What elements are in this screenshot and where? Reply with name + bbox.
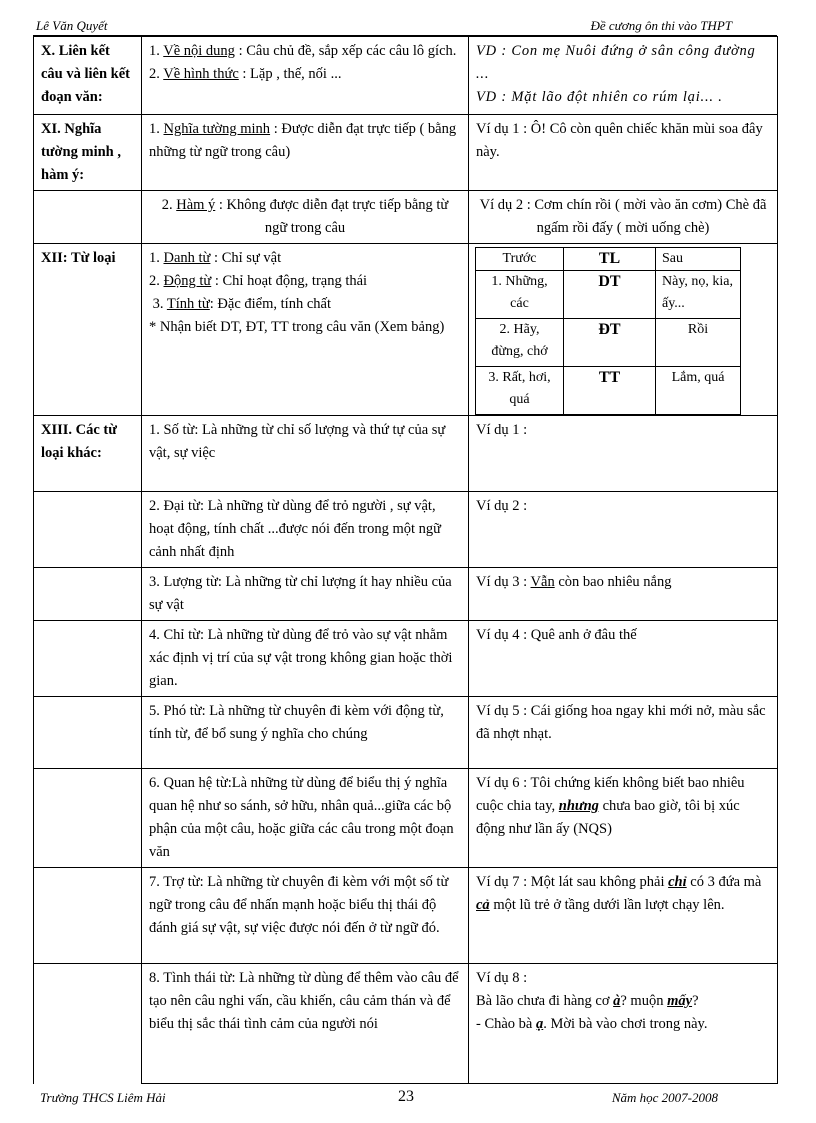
- explicit-example: Ví dụ 1 : Ô! Cô còn quên chiếc khăn mùi soa đây này.: [469, 115, 778, 191]
- verb-item: [149, 270, 461, 293]
- example-text: Ví dụ 3 :: [476, 574, 531, 590]
- title-spacer: [34, 621, 142, 697]
- example-text: . Mời bà vào chơi trong này.: [543, 1016, 708, 1032]
- word-class-row: [476, 367, 741, 415]
- section-x-item-1: 1. Về nội dung : Câu chủ đề, sắp xếp các câu lô gích.: [149, 43, 457, 59]
- section-xiii-row: [34, 868, 778, 964]
- section-x-title: X. Liên kết câu và liên kết đoạn văn:: [34, 37, 142, 115]
- example-emphasis: mấy: [667, 993, 693, 1009]
- adjective-label: Tính từ: [166, 296, 210, 312]
- content-label: Về nội dung: [163, 43, 235, 59]
- example-2: VD : Mặt lão đột nhiên co rúm lại... .: [476, 89, 723, 105]
- title-spacer: [34, 964, 142, 1084]
- implied-example: Ví dụ 2 : Cơm chín rồi ( mời vào ăn cơm) Chè đã ngấm rồi đấy ( mời uống chè): [469, 191, 778, 244]
- word-class: ĐT: [564, 319, 656, 367]
- section-xiii-row: [34, 568, 778, 621]
- explicit-meaning: 1. Nghĩa tường minh : Được diễn đạt trực tiếp ( bằng những từ ngữ trong câu): [142, 115, 469, 191]
- page-number: 23: [398, 1088, 414, 1105]
- head-before: Trước: [476, 248, 564, 271]
- word-type-definition: 3. Lượng từ: Là những từ chỉ lượng ít hay nhiều của sự vật: [142, 568, 469, 621]
- title-spacer: [34, 868, 142, 964]
- example-text: chưa bao giờ, tôi bị xúc động như lần ấy (NQS): [476, 798, 740, 837]
- example-text: Bà lão chưa đi hàng cơ: [476, 993, 614, 1009]
- after-words: Này, nọ, kia, ấy...: [656, 271, 741, 319]
- example-emphasis: cả: [476, 897, 490, 913]
- noun-item: [149, 247, 461, 270]
- identify-note: * Nhận biết DT, ĐT, TT trong câu văn (Xem bảng): [149, 319, 445, 335]
- title-spacer: [34, 697, 142, 769]
- word-type-definition: 1. Số từ: Là những từ chỉ số lượng và thứ tự của sự vật, sự việc: [142, 416, 469, 492]
- word-class-head: [476, 248, 741, 271]
- word-type-definition: 5. Phó từ: Là những từ chuyên đi kèm với động từ, tính từ, để bổ sung ý nghĩa cho chúng: [142, 697, 469, 769]
- explicit-text: : Được diễn đạt trực tiếp ( bằng những từ ngữ trong câu): [149, 121, 457, 160]
- header-title: Đề cương ôn thi vào THPT: [590, 18, 732, 33]
- section-xiii-row: [34, 697, 778, 769]
- word-type-example: [469, 568, 778, 621]
- example-line: [476, 1013, 770, 1036]
- section-xiii-row: [34, 621, 778, 697]
- explicit-label: Nghĩa tường minh: [163, 121, 271, 137]
- word-type-example: Ví dụ 2 :: [469, 492, 778, 568]
- word-type-definition: 8. Tình thái từ: Là những từ dùng để thêm vào câu để tạo nên câu nghi vấn, cầu khiến, câu cảm thán và để biểu thị sắc thái tình cảm của người nói: [142, 964, 469, 1084]
- content-table: [33, 36, 778, 1084]
- word-type-example: [469, 964, 778, 1084]
- implied-meaning: 2. Hàm ý : Không được diễn đạt trực tiếp bằng từ ngữ trong câu: [142, 191, 469, 244]
- header-author: Lê Văn Quyết: [36, 18, 108, 33]
- section-xii-row: [34, 244, 778, 416]
- title-spacer: [34, 492, 142, 568]
- section-xiii-row: [34, 964, 778, 1084]
- word-type-example: [469, 868, 778, 964]
- word-class: DT: [564, 271, 656, 319]
- word-type-definition: 7. Trợ từ: Là những từ chuyên đi kèm với một số từ ngữ trong câu để nhấn mạnh hoặc biểu thị thái độ đánh giá sự vật, sự việc được nói đến ở từ ngữ đó.: [142, 868, 469, 964]
- after-words: Rồi: [656, 319, 741, 367]
- after-words: Lắm, quá: [656, 367, 741, 415]
- adjective-index: 3.: [149, 296, 167, 312]
- example-emphasis: ạ: [536, 1016, 544, 1032]
- example-emphasis: à: [613, 993, 621, 1009]
- footer-school: Trường THCS Liêm Hải: [40, 1090, 166, 1105]
- section-xiii-row: [34, 769, 778, 868]
- example-text: Ví dụ 7 : Một lát sau không phải: [476, 874, 669, 890]
- word-type-example: Ví dụ 5 : Cái giống hoa ngay khi mới nở, màu sắc đã nhợt nhạt.: [469, 697, 778, 769]
- section-xii-title: XII: Từ loại: [34, 244, 142, 416]
- example-emphasis: chỉ: [668, 874, 687, 890]
- word-type-example: Ví dụ 1 :: [469, 416, 778, 492]
- noun-index: 1.: [149, 250, 164, 266]
- word-type-definition: 2. Đại từ: Là những từ dùng để trỏ người , sự vật, hoạt động, tính chất ...được nói đến trong một ngữ cảnh nhất định: [142, 492, 469, 568]
- content-text: : Câu chủ đề, sắp xếp các câu lô gích.: [234, 43, 457, 59]
- footer-school-year: Năm học 2007-2008: [611, 1090, 718, 1105]
- section-x-row: [34, 37, 778, 115]
- word-class-row: [476, 319, 741, 367]
- example-text: ?: [692, 993, 699, 1009]
- empty-cell: [34, 191, 142, 244]
- before-words: 2. Hãy, đừng, chớ: [476, 319, 564, 367]
- example-text: ? muộn: [620, 993, 668, 1009]
- example-text: - Chào bà: [476, 1016, 536, 1032]
- section-x-examples: [469, 37, 778, 115]
- word-class-list: [142, 244, 469, 416]
- word-class-table-cell: [469, 244, 778, 416]
- word-class-row: [476, 271, 741, 319]
- noun-text: : Chỉ sự vật: [210, 250, 282, 266]
- form-label: Về hình thức: [163, 66, 239, 82]
- example-text: một lũ trẻ ở tầng dưới lần lượt chạy lên.: [489, 897, 725, 913]
- example-emphasis: nhưng: [558, 798, 599, 814]
- example-underlined: Vẫn: [530, 574, 555, 590]
- example-line: [476, 990, 770, 1013]
- adjective-item: [149, 293, 461, 316]
- example-text: Ví dụ 6 : Tôi chứng kiến không biết bao nhiêu cuộc chia tay,: [476, 775, 745, 814]
- example-text: còn bao nhiêu nắng: [554, 574, 672, 590]
- example-line: Ví dụ 8 :: [476, 970, 528, 986]
- form-text: : Lặp , thế, nối ...: [238, 66, 342, 82]
- before-words: 1. Những, các: [476, 271, 564, 319]
- title-spacer: [34, 769, 142, 868]
- verb-index: 2.: [149, 273, 164, 289]
- example-1: VD : Con mẹ Nuôi đứng ở sân công đường ...: [476, 43, 756, 82]
- before-words: 3. Rất, hơi, quá: [476, 367, 564, 415]
- verb-label: Động từ: [163, 273, 212, 289]
- section-xi-row-1: [34, 115, 778, 191]
- noun-label: Danh từ: [163, 250, 211, 266]
- section-xi-row-2: [34, 191, 778, 244]
- word-type-example: [469, 769, 778, 868]
- section-xi-title: XI. Nghĩa tường minh , hàm ý:: [34, 115, 142, 191]
- adjective-text: : Đặc điểm, tính chất: [209, 296, 331, 312]
- implied-text: : Không được diễn đạt trực tiếp bằng từ ngữ trong câu: [215, 197, 449, 236]
- word-class-table: [475, 247, 741, 415]
- section-x-content: [142, 37, 469, 115]
- head-after: Sau: [656, 248, 741, 271]
- section-x-item-2: 2. Về hình thức : Lặp , thế, nối ...: [149, 66, 342, 82]
- word-type-example: Ví dụ 4 : Quê anh ở đâu thế: [469, 621, 778, 697]
- word-class: TT: [564, 367, 656, 415]
- verb-text: : Chỉ hoạt động, trạng thái: [211, 273, 368, 289]
- implied-label: Hàm ý: [176, 197, 216, 213]
- section-xiii-title: XIII. Các từ loại khác:: [34, 416, 142, 492]
- example-text: có 3 đứa mà: [686, 874, 762, 890]
- word-type-definition: 6. Quan hệ từ:Là những từ dùng để biểu thị ý nghĩa quan hệ như so sánh, sở hữu, nhân quả...giữa các bộ phận của một câu, hoặc giữa các câu trong một đoạn văn: [142, 769, 469, 868]
- word-type-definition: 4. Chỉ từ: Là những từ dùng để trỏ vào sự vật nhằm xác định vị trí của sự vật trong không gian hoặc thời gian.: [142, 621, 469, 697]
- section-xiii-row: [34, 416, 778, 492]
- section-xiii-row: [34, 492, 778, 568]
- title-spacer: [34, 568, 142, 621]
- head-word-class: TL: [564, 248, 656, 271]
